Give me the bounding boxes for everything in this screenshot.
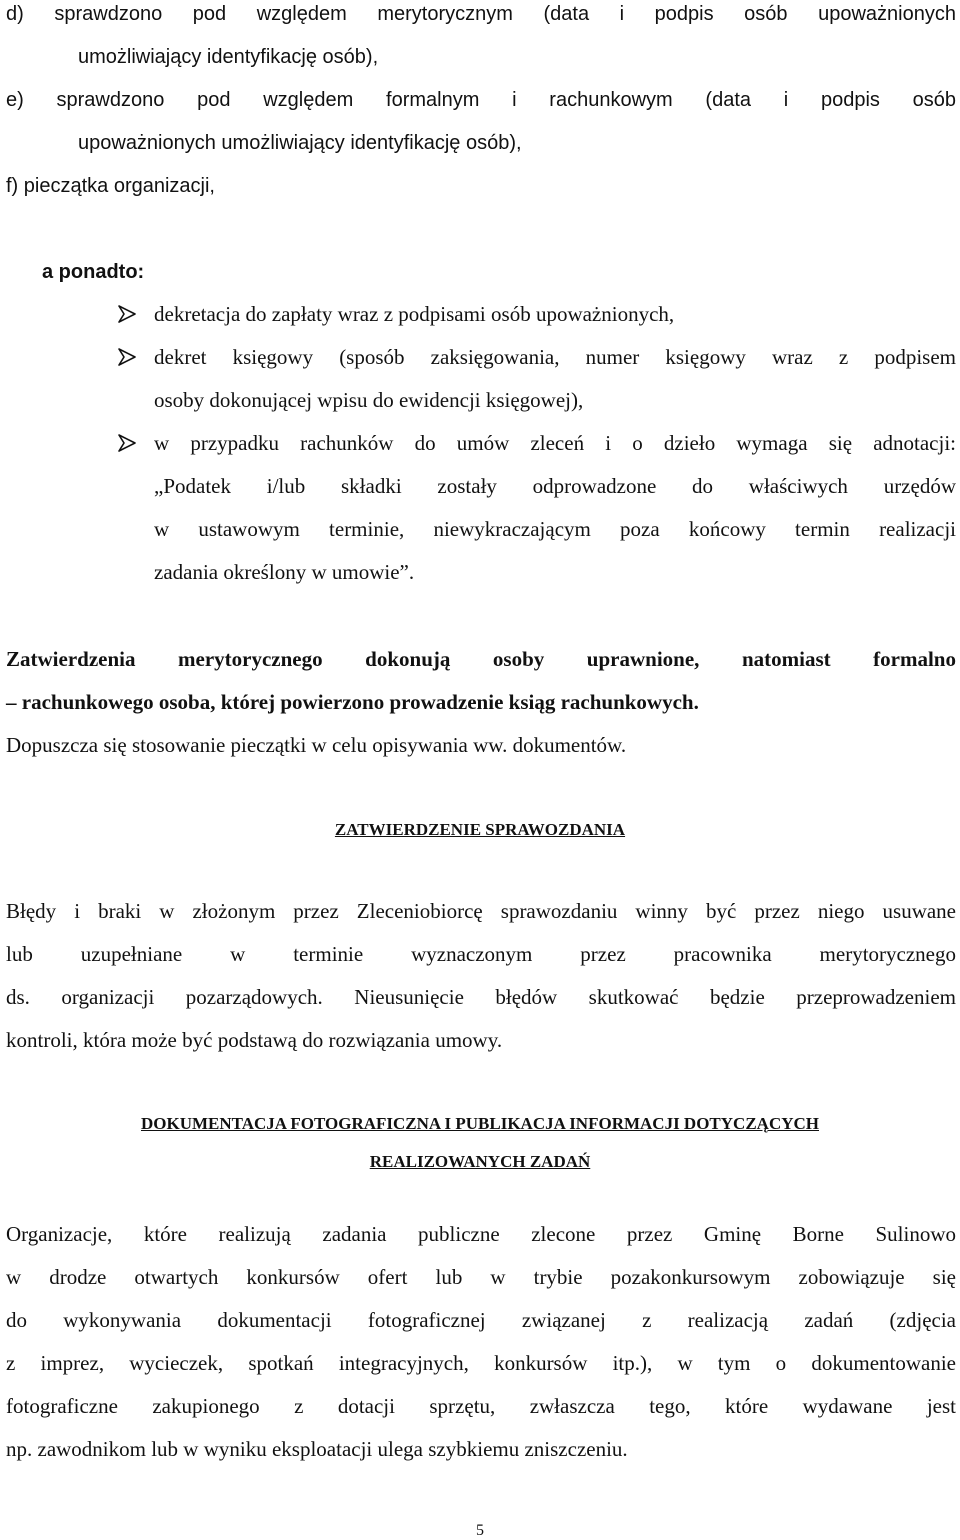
list-item-e-line2: upoważnionych umożliwiający identyfikację osób), (78, 132, 522, 154)
list-item-d-line1: d) sprawdzono pod względem merytorycznym (data i podpis osób upoważnionych (6, 3, 956, 25)
list-item-e-line1: e) sprawdzono pod względem formalnym i rachunkowym (data i podpis osób (6, 89, 956, 111)
report-heading: ZATWIERDZENIE SPRAWOZDANIA (334, 820, 626, 839)
photo-line6: np. zawodnikom lub w wyniku eksploatacji ulega szybkiemu zniszczeniu. (6, 1437, 628, 1461)
bullet-dekret-line1: dekret księgowy (sposób zaksięgowania, numer księgowy wraz z podpisem (154, 345, 956, 369)
list-item-d-line2: umożliwiający identyfikację osób), (78, 46, 379, 68)
photo-line3: do wykonywania dokumentacji fotograficznej związanej z realizacją zadań (zdjęcia (6, 1308, 956, 1332)
photo-line5: fotograficzne zakupionego z dotacji sprzętu, zwłaszcza tego, które wydawane jest (6, 1394, 956, 1418)
report-line4: kontroli, która może być podstawą do rozwiązania umowy. (6, 1028, 503, 1052)
report-line1: Błędy i braki w złożonym przez Zleceniobiorcę sprawozdaniu winny być przez niego usuwane (6, 899, 956, 923)
arrow-bullet-icon (118, 434, 136, 452)
bullet-rachunki-line3: w ustawowym terminie, niewykraczającym poza końcowy termin realizacji (154, 517, 956, 541)
ponadto-label: a ponadto: (42, 261, 145, 283)
bullet-rachunki-line2: „Podatek i/lub składki zostały odprowadzone do właściwych urzędów (154, 474, 956, 498)
arrow-bullet-icon (118, 305, 136, 323)
bullet-rachunki-line4: zadania określony w umowie”. (154, 560, 415, 584)
report-line3: ds. organizacji pozarządowych. Nieusunięcie błędów skutkować będzie przeprowadzeniem (6, 985, 956, 1009)
bullet-dekretacja: dekretacja do zapłaty wraz z podpisami osób upoważnionych, (154, 302, 675, 326)
photo-line1: Organizacje, które realizują zadania publiczne zlecone przez Gminę Borne Sulinowo (6, 1222, 956, 1246)
bullet-dekret-line2: osoby dokonującej wpisu do ewidencji księgowej), (154, 388, 584, 412)
approval-line1: Zatwierdzenia merytorycznego dokonują osoby uprawnione, natomiast formalno (6, 647, 956, 671)
approval-line3: Dopuszcza się stosowanie pieczątki w celu opisywania ww. dokumentów. (6, 733, 627, 757)
page-number: 5 (476, 1522, 484, 1539)
bullet-rachunki-line1: w przypadku rachunków do umów zleceń i o dzieło wymaga się adnotacji: (154, 431, 956, 455)
list-item-f: f) pieczątka organizacji, (6, 175, 215, 197)
photo-line4: z imprez, wycieczek, spotkań integracyjnych, konkursów itp.), w tym o dokumentowanie (6, 1351, 956, 1375)
report-line2: lub uzupełniane w terminie wyznaczonym przez pracownika merytorycznego (6, 942, 956, 966)
photo-line2: w drodze otwartych konkursów ofert lub w trybie pozakonkursowym zobowiązuje się (6, 1265, 956, 1289)
approval-line2: – rachunkowego osoba, której powierzono prowadzenie ksiąg rachunkowych. (6, 690, 699, 714)
photo-heading-line1: DOKUMENTACJA FOTOGRAFICZNA I PUBLIKACJA INFORMACJI DOTYCZĄCYCH (141, 1114, 819, 1133)
arrow-bullet-icon (118, 348, 136, 366)
photo-heading-line2: REALIZOWANYCH ZADAŃ (369, 1152, 591, 1171)
